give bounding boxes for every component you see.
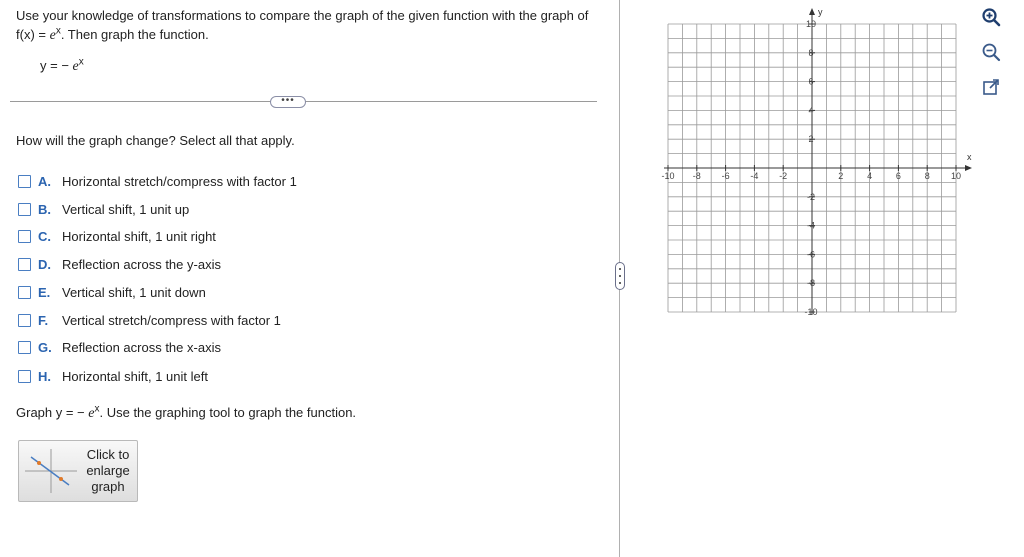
y-tick-label: 8 [808,47,814,58]
graph-instruction-after: . Use the graphing tool to graph the function. [99,405,357,420]
option-e-letter: E. [38,284,51,300]
x-tick-label: 8 [924,171,930,181]
graph-instruction-exponent: x [94,403,100,415]
x-axis-label: x [967,152,972,162]
zoom-in-icon [980,6,1002,28]
x-tick-label: 10 [950,171,962,181]
coordinate-grid[interactable] [648,4,978,324]
enlarge-label-line3: graph [91,479,125,494]
x-tick-label: -6 [721,171,730,181]
option-a[interactable] [18,172,418,190]
zoom-out-button[interactable] [980,41,1002,63]
option-f-letter: F. [38,312,49,328]
y-tick-label: -6 [806,249,816,260]
option-d[interactable] [18,255,418,273]
x-tick-label: -2 [779,171,788,181]
enlarge-label-line2: enlarge [86,463,130,478]
option-c-text: Horizontal shift, 1 unit right [62,228,216,244]
given-function-exponent: x [78,56,84,68]
option-e-text: Vertical shift, 1 unit down [62,284,206,300]
option-h-checkbox[interactable] [18,370,31,383]
x-tick-label: -8 [692,171,701,181]
option-g-letter: G. [38,339,52,355]
popout-button[interactable] [980,76,1002,98]
option-h-text: Horizontal shift, 1 unit left [62,368,208,384]
option-a-text: Horizontal stretch/compress with factor 1 [62,173,297,189]
option-c[interactable] [18,227,418,245]
option-f[interactable] [18,311,418,329]
y-tick-label: -4 [806,220,816,231]
option-e-checkbox[interactable] [18,286,31,299]
y-axis-arrow [809,8,815,15]
option-f-text: Vertical stretch/compress with factor 1 [62,312,281,328]
option-f-checkbox[interactable] [18,314,31,327]
y-tick-label: 6 [808,76,814,87]
expand-more-button[interactable]: ••• [270,96,306,108]
option-g-checkbox[interactable] [18,341,31,354]
option-d-text: Reflection across the y-axis [62,256,221,272]
given-function [40,58,84,75]
x-tick-label: -4 [750,171,759,181]
enlarge-graph-button[interactable] [18,440,138,502]
y-tick-label: 10 [805,19,817,29]
option-a-letter: A. [38,173,51,189]
option-b[interactable] [18,200,418,218]
y-tick-label: -2 [806,191,816,202]
problem-statement [16,6,606,45]
popout-icon [980,76,1002,98]
zoom-out-icon [980,41,1002,63]
given-function-e: e [72,59,79,74]
graph-instruction-before: Graph y = − [16,405,89,420]
splitter-handle[interactable] [615,262,625,290]
graph-thumbnail-icon [25,447,77,495]
enlarge-graph-label [79,447,137,495]
option-g[interactable] [18,338,418,356]
question-text: How will the graph change? Select all that apply. [16,133,295,148]
option-e[interactable] [18,283,418,301]
option-h-letter: H. [38,368,51,384]
graph-instruction [16,405,356,422]
x-axis-arrow [965,165,972,171]
option-d-checkbox[interactable] [18,258,31,271]
option-b-checkbox[interactable] [18,203,31,216]
option-h[interactable] [18,367,418,385]
given-function-lhs: y = − [40,58,73,73]
prompt-e-symbol: e [49,28,56,43]
option-b-text: Vertical shift, 1 unit up [62,201,190,217]
x-tick-label: 2 [838,171,844,181]
y-axis-label: y [818,7,823,17]
prompt-text-after: . Then graph the function. [60,27,209,42]
x-tick-label: 6 [895,171,901,181]
enlarge-label-line1: Click to [86,447,130,462]
prompt-text-before: Use your knowledge of transformations to compare the graph of the given function with the graph of f(x) = [16,8,589,42]
option-c-letter: C. [38,228,51,244]
option-b-letter: B. [38,201,51,217]
option-g-text: Reflection across the x-axis [62,339,221,355]
x-tick-label: -10 [661,171,675,181]
option-c-checkbox[interactable] [18,230,31,243]
y-tick-label: -8 [806,278,816,289]
x-tick-label: 4 [867,171,873,181]
graph-instruction-e: e [88,406,95,421]
option-d-letter: D. [38,256,51,272]
y-tick-label: 2 [808,134,814,145]
zoom-in-button[interactable] [980,6,1002,28]
y-tick-label: -10 [804,307,818,317]
y-tick-label: 4 [808,105,814,116]
prompt-exponent: x [55,25,61,37]
option-a-checkbox[interactable] [18,175,31,188]
